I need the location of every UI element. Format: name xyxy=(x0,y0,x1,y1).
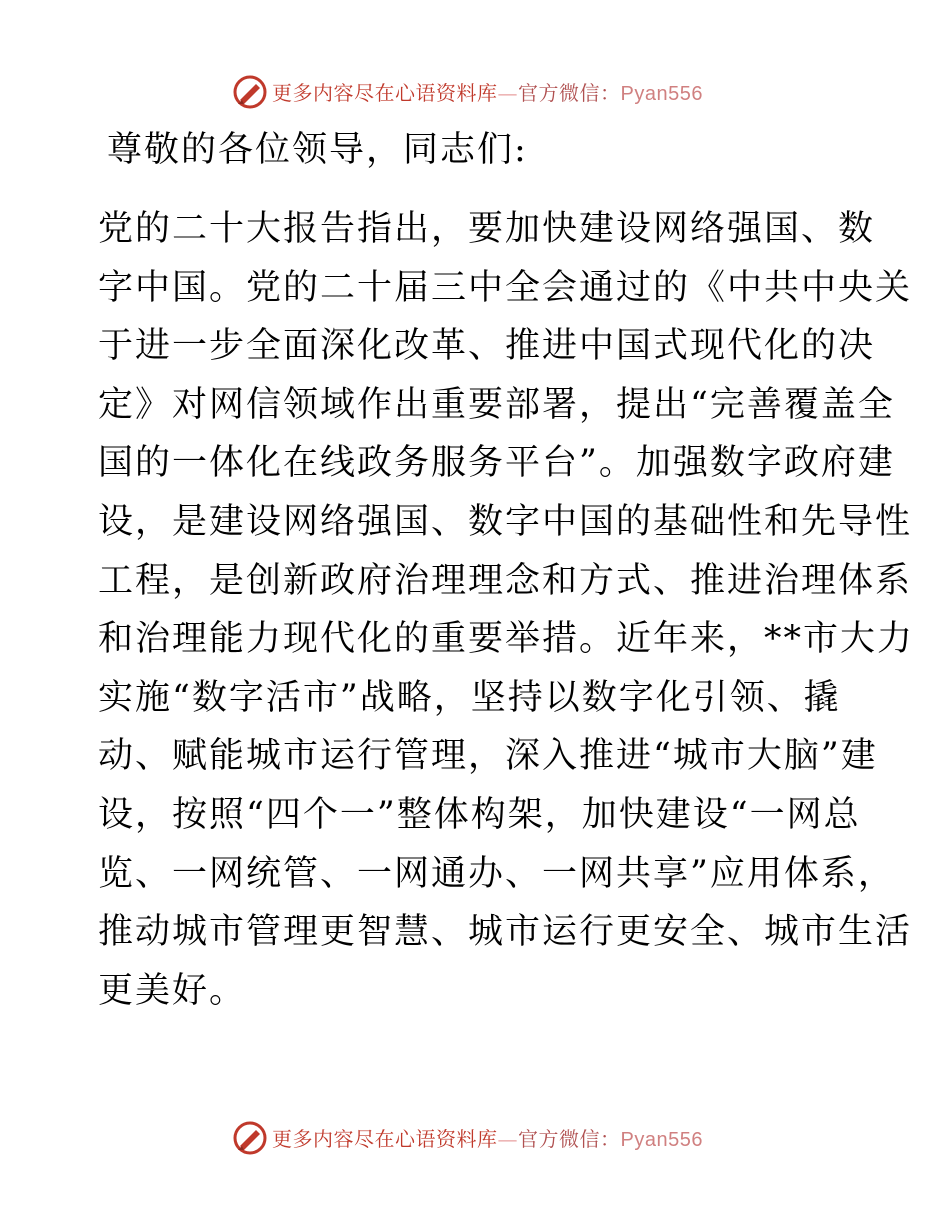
banner-wechat-id: Pyan556 xyxy=(620,83,703,105)
paragraph-line: 更美好。 xyxy=(98,970,247,1011)
paragraph-line: 和治理能力现代化的重要举措。近年来，**市大力 xyxy=(98,619,915,660)
greeting: 尊敬的各位领导，同志们: xyxy=(107,130,528,170)
pen-logo-icon xyxy=(232,1120,268,1156)
paragraph-line: 实施“数字活市”战略，坚持以数字化引领、撬 xyxy=(98,677,841,718)
paragraph-line: 于进一步全面深化改革、推进中国式现代化的决 xyxy=(98,326,876,367)
paragraph-line: 党的二十大报告指出，要加快建设网络强国、数 xyxy=(98,209,876,249)
header-banner xyxy=(0,72,950,112)
banner-text: 更多内容尽在心语资料库 xyxy=(272,1127,498,1151)
paragraph-line: 览、一网统管、一网通办、一网共享”应用体系， xyxy=(98,853,895,894)
paragraph-line: 推动城市管理更智慧、城市运行更安全、城市生活 xyxy=(98,912,913,953)
pen-logo-icon xyxy=(232,74,268,110)
body-paragraph xyxy=(98,200,915,1020)
banner-dash: — xyxy=(497,81,518,105)
paragraph-line: 动、赋能城市运行管理，深入推进“城市大脑”建 xyxy=(98,736,878,777)
banner-wechat-label: 官方微信： xyxy=(518,1127,621,1151)
footer-banner xyxy=(0,1118,950,1158)
paragraph-line: 定》对网信领域作出重要部署，提出“完善覆盖全 xyxy=(98,384,895,425)
banner-wechat-id: Pyan556 xyxy=(620,1129,703,1151)
paragraph-line: 字中国。党的二十届三中全会通过的《中共中央关 xyxy=(98,267,913,308)
paragraph-line: 设，按照“四个一”整体构架，加快建设“一网总 xyxy=(98,794,861,835)
banner-wechat-label: 官方微信： xyxy=(518,81,621,105)
paragraph-line: 设，是建设网络强国、数字中国的基础性和先导性 xyxy=(98,501,913,542)
banner-dash: — xyxy=(497,1127,518,1151)
paragraph-line: 工程，是创新政府治理理念和方式、推进治理体系 xyxy=(98,560,913,601)
paragraph-line: 国的一体化在线政务服务平台”。加强数字政府建 xyxy=(98,443,895,484)
banner-text: 更多内容尽在心语资料库 xyxy=(272,81,498,105)
